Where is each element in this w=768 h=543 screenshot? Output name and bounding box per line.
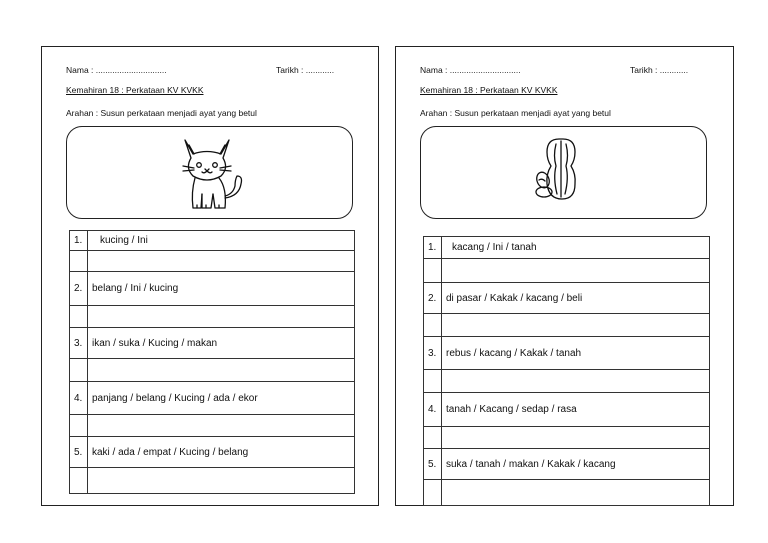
cat-icon bbox=[177, 136, 247, 212]
worksheet-right bbox=[395, 46, 734, 506]
answer-row[interactable] bbox=[424, 427, 710, 449]
question-row bbox=[70, 328, 355, 359]
question-words: kucing / Ini bbox=[88, 231, 355, 251]
date-field-label: Tarikh : ............ bbox=[276, 65, 335, 75]
picture-box bbox=[66, 126, 353, 219]
question-row bbox=[424, 449, 710, 480]
question-row bbox=[424, 283, 710, 314]
question-number: 1. bbox=[70, 231, 88, 251]
question-number: 3. bbox=[70, 328, 88, 359]
name-field-label: Nama : .............................. bbox=[420, 65, 521, 75]
question-row bbox=[424, 237, 710, 259]
question-row bbox=[70, 382, 355, 415]
question-number: 4. bbox=[424, 393, 442, 427]
worksheet-instruction: Arahan : Susun perkataan menjadi ayat yang betul bbox=[420, 108, 611, 118]
question-row bbox=[70, 272, 355, 306]
question-words: ikan / suka / Kucing / makan bbox=[88, 328, 355, 359]
question-number: 4. bbox=[70, 382, 88, 415]
answer-row[interactable] bbox=[70, 306, 355, 328]
question-number: 5. bbox=[424, 449, 442, 480]
question-number: 1. bbox=[424, 237, 442, 259]
picture-box bbox=[420, 126, 707, 219]
date-field-label: Tarikh : ............ bbox=[630, 65, 689, 75]
question-row bbox=[424, 337, 710, 370]
answer-row[interactable] bbox=[424, 480, 710, 506]
question-words: tanah / Kacang / sedap / rasa bbox=[442, 393, 710, 427]
worksheet-instruction: Arahan : Susun perkataan menjadi ayat yang betul bbox=[66, 108, 257, 118]
question-words: di pasar / Kakak / kacang / beli bbox=[442, 283, 710, 314]
answer-row[interactable] bbox=[70, 415, 355, 437]
question-words: suka / tanah / makan / Kakak / kacang bbox=[442, 449, 710, 480]
answer-row[interactable] bbox=[70, 468, 355, 494]
question-words: kacang / Ini / tanah bbox=[442, 237, 710, 259]
worksheet-left bbox=[41, 46, 379, 506]
answer-row[interactable] bbox=[70, 359, 355, 382]
question-row bbox=[70, 231, 355, 251]
answer-row[interactable] bbox=[424, 259, 710, 283]
question-words: kaki / ada / empat / Kucing / belang bbox=[88, 437, 355, 468]
question-row bbox=[70, 437, 355, 468]
answer-row[interactable] bbox=[424, 314, 710, 337]
question-number: 2. bbox=[424, 283, 442, 314]
answer-row[interactable] bbox=[70, 251, 355, 272]
question-words: panjang / belang / Kucing / ada / ekor bbox=[88, 382, 355, 415]
question-words: belang / Ini / kucing bbox=[88, 272, 355, 306]
question-number: 3. bbox=[424, 337, 442, 370]
answer-table bbox=[69, 230, 355, 494]
peanut-icon bbox=[533, 136, 583, 202]
worksheet-title: Kemahiran 18 : Perkataan KV KVKK bbox=[66, 85, 204, 95]
answer-table bbox=[423, 236, 710, 506]
question-number: 5. bbox=[70, 437, 88, 468]
question-number: 2. bbox=[70, 272, 88, 306]
name-field-label: Nama : .............................. bbox=[66, 65, 167, 75]
worksheet-title: Kemahiran 18 : Perkataan KV KVKK bbox=[420, 85, 558, 95]
question-row bbox=[424, 393, 710, 427]
question-words: rebus / kacang / Kakak / tanah bbox=[442, 337, 710, 370]
answer-row[interactable] bbox=[424, 370, 710, 393]
